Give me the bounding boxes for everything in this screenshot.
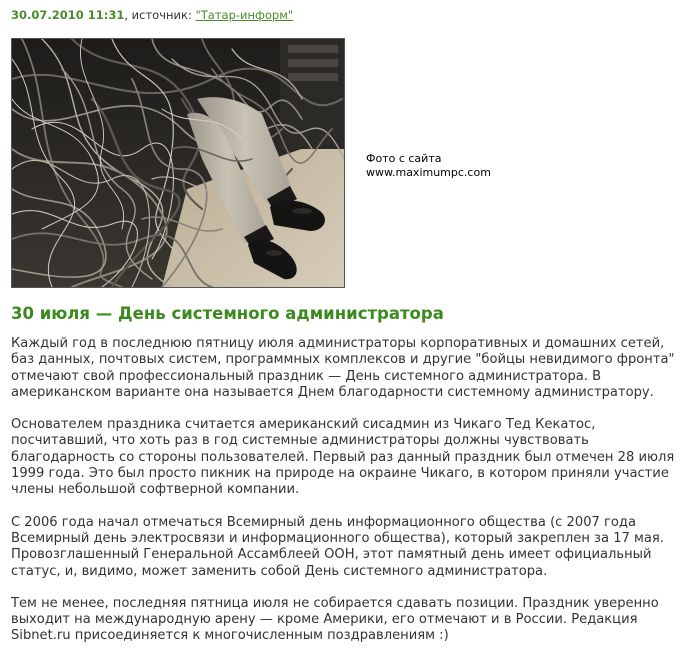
paragraph-1: Каждый год в последнюю пятницу июля администраторы корпоративных и домашних сетей, баз данных, почтовых систем, программных комплексов и другие "бойцы невидимого фронта" отмечают свой профессиональный праздник — День системного администратора. В американском варианте она называется Днем благодарности системному администратору. xyxy=(11,336,675,400)
caption-line-1: Фото с сайта xyxy=(366,152,442,165)
photo-image xyxy=(12,39,344,287)
paragraph-2: Основателем праздника считается американский сисадмин из Чикаго Тед Кекатос, посчитавший, что хоть раз в год системные администраторы должны чувствовать благодарность со стороны пользователей. Первый раз данный праздник был отмечен 28 июля 1999 года. Это был просто пикник на природе на окраине Чикаго, в котором приняли участие члены небольшой софтверной компании. xyxy=(11,417,675,498)
source-link[interactable]: "Татар-информ" xyxy=(195,8,294,22)
paragraph-3: С 2006 года начал отмечаться Всемирный день информационного общества (с 2007 года Всемирный день электросвязи и информационного общества), который закреплен за 17 мая. Провозглашенный Генеральной Ассамблеей ООН, этот памятный день имеет официальный статус, и, видимо, может заменить собой День системного администратора. xyxy=(11,514,664,579)
photo-caption xyxy=(366,152,491,179)
caption-line-2: www.maximumpc.com xyxy=(366,165,491,179)
publish-date: 30.07.2010 11:31 xyxy=(11,8,125,22)
article-title: 30 июля — День системного администратора xyxy=(11,304,444,323)
article-meta xyxy=(11,8,293,22)
article-photo xyxy=(11,38,345,288)
paragraph-4: Тем не менее, последняя пятница июля не собирается сдавать позиции. Праздник уверенно выходит на международную арену — кроме Америки, его отмечают и в России. Редакция Sibnet.ru присоединяется к многочисленным поздравлениям :) xyxy=(11,595,659,644)
source-label: , источник: xyxy=(124,8,196,22)
article-body xyxy=(11,336,687,661)
